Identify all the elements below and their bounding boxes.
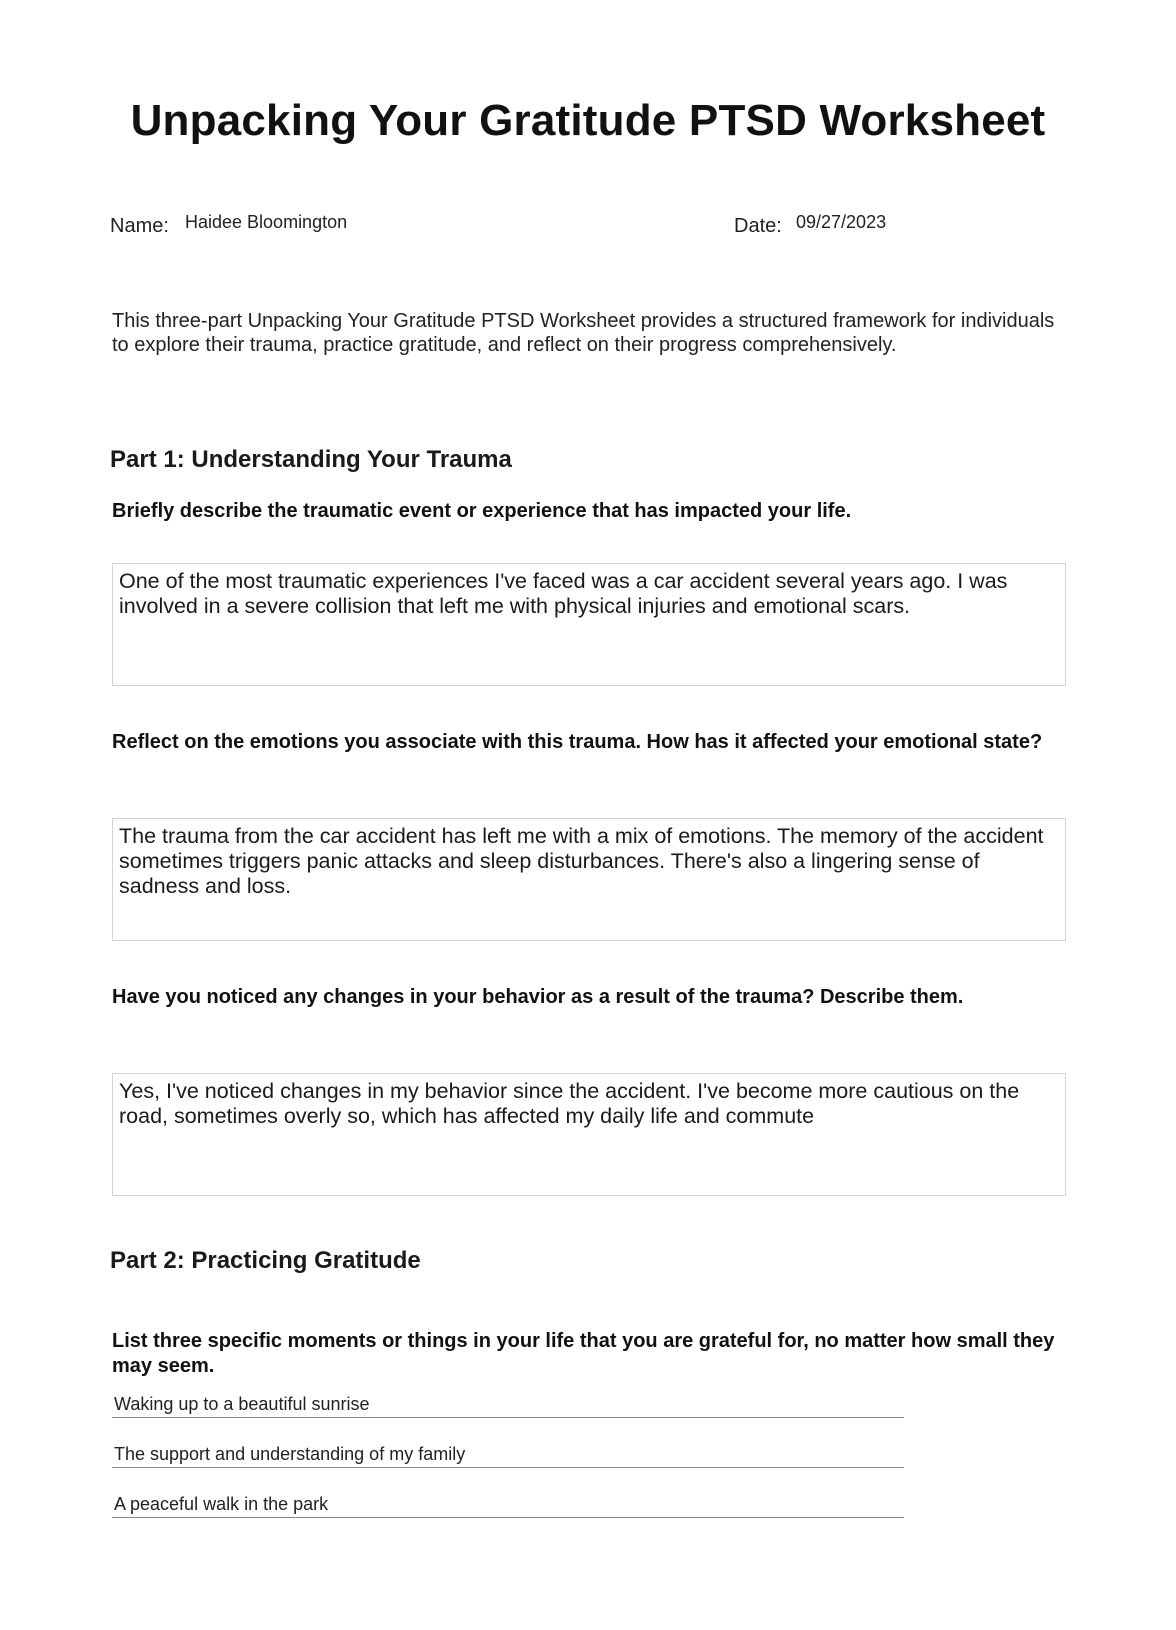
- intro-paragraph: This three-part Unpacking Your Gratitude PTSD Worksheet provides a structured framework for individuals to explore their trauma, practice gratitude, and reflect on their progress comprehensively.: [112, 310, 1055, 356]
- answer-box-3[interactable]: Yes, I've noticed changes in my behavior since the accident. I've become more cautious on the road, sometimes overly so, which has affected my daily life and commute: [112, 1073, 1066, 1196]
- name-value[interactable]: Haidee Bloomington: [185, 212, 348, 232]
- question-1: Briefly describe the traumatic event or experience that has impacted your life.: [112, 500, 852, 522]
- part1-heading: Part 1: Understanding Your Trauma: [110, 446, 512, 473]
- worksheet-title: Unpacking Your Gratitude PTSD Worksheet: [130, 96, 1046, 145]
- part2-heading: Part 2: Practicing Gratitude: [110, 1247, 421, 1274]
- gratitude-question: List three specific moments or things in your life that you are grateful for, no matter how small they may seem.: [112, 1330, 1055, 1377]
- answer-box-2[interactable]: The trauma from the car accident has left me with a mix of emotions. The memory of the accident sometimes triggers panic attacks and sleep disturbances. There's also a lingering sense of sadness and loss.: [112, 818, 1066, 941]
- gratitude-item-3[interactable]: A peaceful walk in the park: [112, 1492, 904, 1518]
- date-value[interactable]: 09/27/2023: [796, 212, 887, 232]
- gratitude-item-1[interactable]: Waking up to a beautiful sunrise: [112, 1392, 904, 1418]
- answer-box-1[interactable]: One of the most traumatic experiences I've faced was a car accident several years ago. I was involved in a severe collision that left me with physical injuries and emotional scars.: [112, 563, 1066, 686]
- gratitude-item-2[interactable]: The support and understanding of my family: [112, 1442, 904, 1468]
- date-label: Date:: [734, 215, 782, 237]
- question-2: Reflect on the emotions you associate with this trauma. How has it affected your emotional state?: [112, 731, 1043, 753]
- name-label: Name:: [110, 215, 169, 237]
- question-3: Have you noticed any changes in your behavior as a result of the trauma? Describe them.: [112, 986, 964, 1008]
